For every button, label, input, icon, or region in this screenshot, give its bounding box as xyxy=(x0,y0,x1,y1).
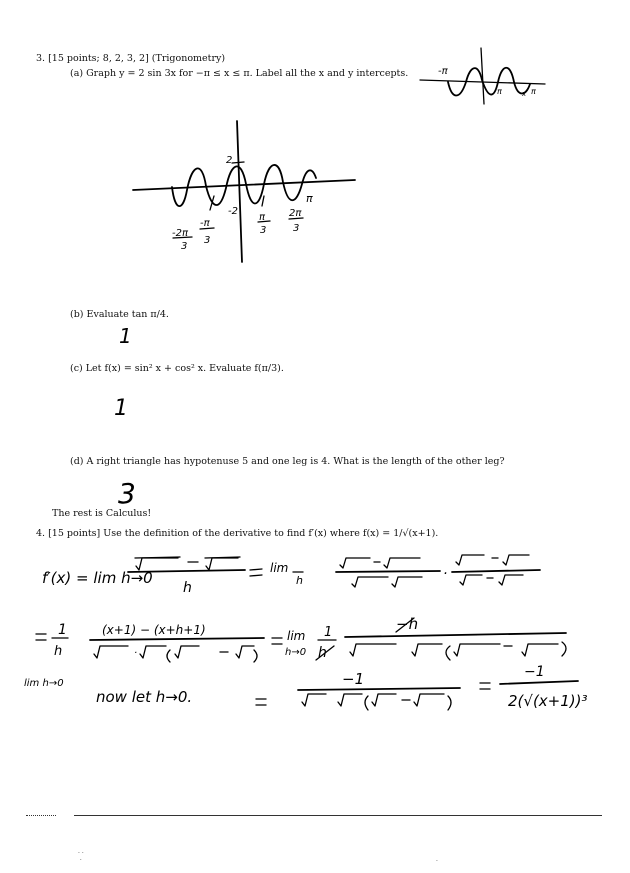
answer-3b: 1 xyxy=(119,324,132,348)
svg-text:h: h xyxy=(54,644,63,659)
problem-3d-prompt: (d) A right triangle has hypotenuse 5 and one leg is 4. What is the length of the other leg? xyxy=(70,456,505,467)
svg-text:lim: lim xyxy=(287,629,306,643)
small-graph-label-neg-pi: -π xyxy=(438,66,448,77)
derivative-final-numerator: −1 xyxy=(524,664,545,680)
graph-label-neg-2pi-den: 3 xyxy=(181,241,188,252)
svg-text:h: h xyxy=(318,645,327,661)
rest-note: The rest is Calculus! xyxy=(52,508,152,519)
graph-label-2pi-den: 3 xyxy=(293,223,300,234)
derivative-final-denominator: 2(√(x+1))³ xyxy=(508,692,588,710)
problem-3a-prompt: (a) Graph y = 2 sin 3x for −π ≤ x ≤ π. Label all the x and y intercepts. xyxy=(70,68,409,79)
svg-text:lim: lim xyxy=(270,561,289,575)
small-graph-label-x: x xyxy=(522,90,527,98)
graph-label-pi: π xyxy=(259,212,266,223)
bottom-rule xyxy=(74,815,602,816)
scan-speck-right: · xyxy=(436,858,438,865)
svg-text:h: h xyxy=(183,580,192,596)
graph-label-pi-end: π xyxy=(306,192,313,205)
graph-label-y-neg2: -2 xyxy=(228,206,238,217)
svg-text:−h: −h xyxy=(396,615,419,633)
derivative-lhs: f′(x) = lim h→0 xyxy=(42,569,153,587)
svg-text:(x+1) − (x+h+1): (x+1) − (x+h+1) xyxy=(102,623,206,637)
derivative-limit-note: lim h→0 xyxy=(24,678,64,689)
graph-label-neg-pi-den: 3 xyxy=(204,235,211,246)
derivative-line-1 xyxy=(42,555,540,596)
graph-label-y-2: 2 xyxy=(226,155,233,166)
small-sine-sketch xyxy=(420,48,545,104)
derivative-now-let-h: now let h→0. xyxy=(96,688,193,706)
graph-label-pi-den: 3 xyxy=(260,225,267,236)
graph-label-neg-pi: -π xyxy=(200,218,210,229)
answer-3d: 3 xyxy=(118,477,136,510)
scan-specks: · · · xyxy=(78,850,84,864)
answer-3c: 1 xyxy=(114,396,128,421)
svg-text:h: h xyxy=(296,574,303,587)
small-graph-label-pi-2: π xyxy=(531,87,536,96)
problem-4-header: 4. [15 points] Use the definition of the derivative to find f′(x) where f(x) = 1/√(x+1). xyxy=(36,528,439,539)
problem-3c-prompt: (c) Let f(x) = sin² x + cos² x. Evaluate f(π/3). xyxy=(70,363,284,374)
problem-3-header: 3. [15 points; 8, 2, 3, 2] (Trigonometry) xyxy=(36,53,226,64)
svg-text:·: · xyxy=(443,566,448,582)
bottom-rule-left xyxy=(26,815,56,816)
derivative-line-2 xyxy=(36,615,566,662)
svg-text:1: 1 xyxy=(324,625,333,640)
svg-text:h→0: h→0 xyxy=(285,647,307,658)
graph-label-2pi: 2π xyxy=(289,208,302,219)
small-graph-label-pi: π xyxy=(497,87,502,96)
graph-label-neg-2pi: -2π xyxy=(172,228,188,239)
derivative-line-3 xyxy=(24,664,588,710)
svg-text:·: · xyxy=(134,648,138,659)
svg-text:−1: −1 xyxy=(342,670,365,688)
svg-text:1: 1 xyxy=(58,622,67,638)
main-sine-graph xyxy=(133,121,355,262)
problem-3b-prompt: (b) Evaluate tan π/4. xyxy=(70,309,169,320)
